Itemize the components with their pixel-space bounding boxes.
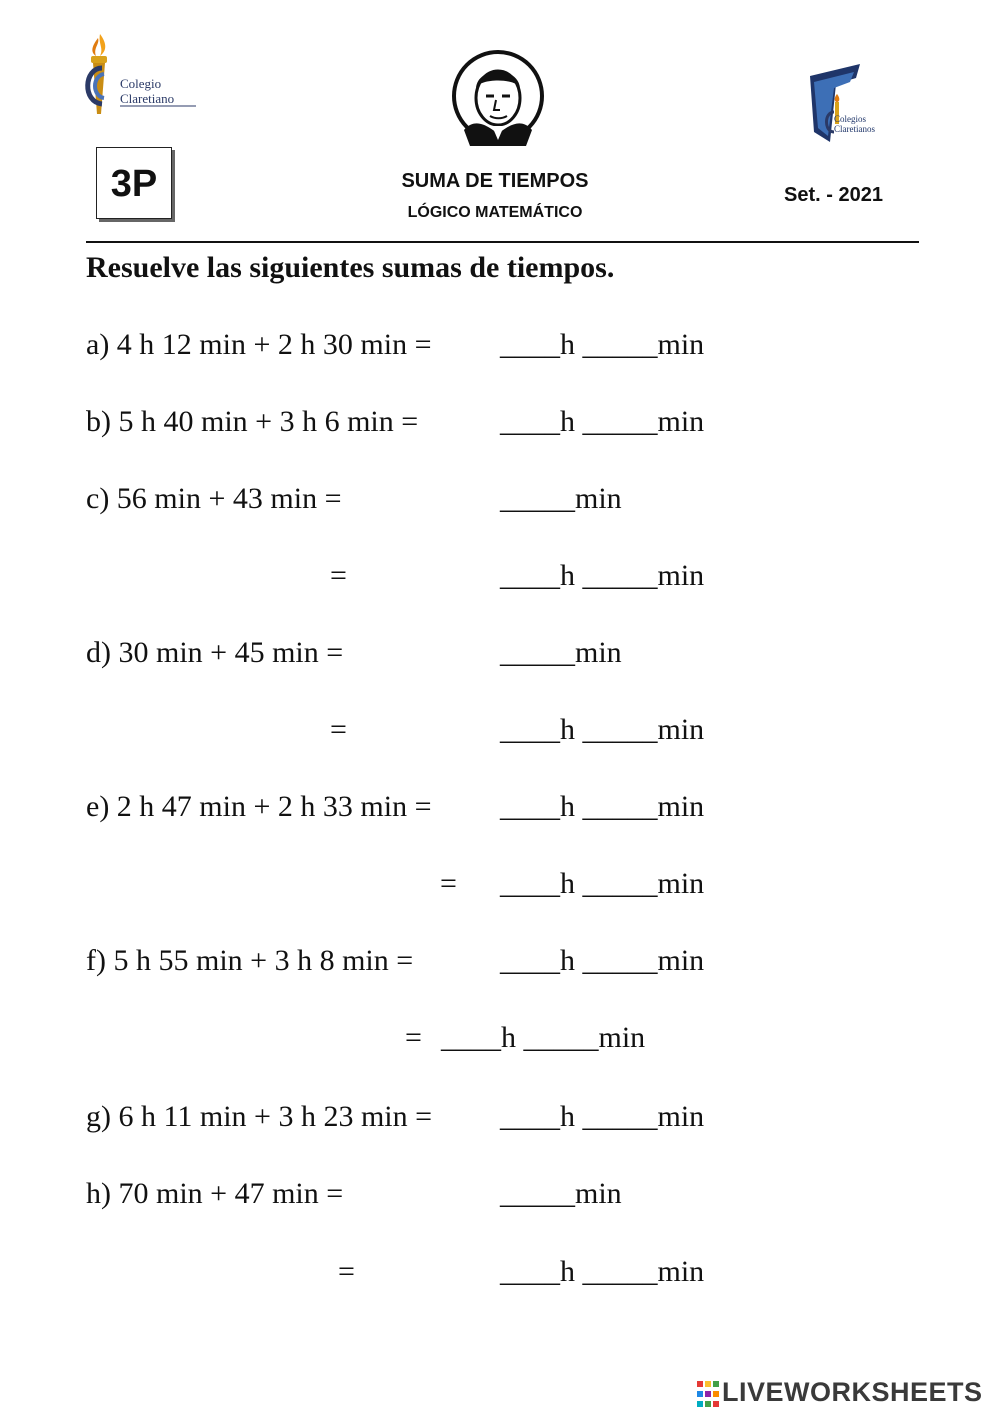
exercise-h-prompt: h) 70 min + 47 min = bbox=[86, 1177, 344, 1210]
exercise-e-answer-normalized[interactable]: ____h _____min bbox=[500, 867, 705, 900]
exercise-d-answer-hmin[interactable]: ____h _____min bbox=[500, 713, 705, 746]
worksheet-title: SUMA DE TIEMPOS bbox=[401, 170, 589, 192]
instructions-text: Resuelve las siguientes sumas de tiempos. bbox=[86, 251, 615, 284]
exercise-h-answer-hmin[interactable]: ____h _____min bbox=[500, 1255, 705, 1288]
exercise-b-answer[interactable]: ____h _____min bbox=[500, 405, 705, 438]
exercise-c-answer-min[interactable]: _____min bbox=[500, 482, 622, 515]
school-torch-logo bbox=[78, 30, 203, 120]
grade-label: 3P bbox=[110, 163, 158, 205]
exercise-g-prompt: g) 6 h 11 min + 3 h 23 min = bbox=[86, 1100, 433, 1133]
liveworksheets-logo-icon bbox=[697, 1381, 719, 1407]
exercise-f-answer-normalized[interactable]: ____h _____min bbox=[441, 1021, 646, 1054]
exercise-c-prompt: c) 56 min + 43 min = bbox=[86, 482, 342, 515]
liveworksheets-watermark: LIVEWORKSHEETS bbox=[722, 1377, 983, 1407]
exercise-f-equals: = bbox=[405, 1021, 422, 1054]
claretianos-logo-text: Colegios Claretianos bbox=[834, 114, 875, 134]
school-name-text: Colegio Claretiano bbox=[120, 76, 175, 106]
header-divider bbox=[86, 241, 919, 243]
exercise-d-equals: = bbox=[330, 713, 347, 746]
exercise-e-answer[interactable]: ____h _____min bbox=[500, 790, 705, 823]
exercise-e-equals: = bbox=[440, 867, 457, 900]
founder-portrait-seal bbox=[450, 48, 546, 152]
exercise-b-prompt: b) 5 h 40 min + 3 h 6 min = bbox=[86, 405, 419, 438]
exercise-d-prompt: d) 30 min + 45 min = bbox=[86, 636, 344, 669]
exercise-f-answer[interactable]: ____h _____min bbox=[500, 944, 705, 977]
exercise-f-prompt: f) 5 h 55 min + 3 h 8 min = bbox=[86, 944, 414, 977]
worksheet-date: Set. - 2021 bbox=[784, 184, 883, 206]
exercise-e-prompt: e) 2 h 47 min + 2 h 33 min = bbox=[86, 790, 432, 823]
exercise-h-answer-min[interactable]: _____min bbox=[500, 1177, 622, 1210]
exercise-a-answer[interactable]: ____h _____min bbox=[500, 328, 705, 361]
exercise-a-prompt: a) 4 h 12 min + 2 h 30 min = bbox=[86, 328, 432, 361]
exercise-d-answer-min[interactable]: _____min bbox=[500, 636, 622, 669]
worksheet-subtitle: LÓGICO MATEMÁTICO bbox=[407, 204, 583, 221]
exercise-g-answer[interactable]: ____h _____min bbox=[500, 1100, 705, 1133]
exercise-c-answer-hmin[interactable]: ____h _____min bbox=[500, 559, 705, 592]
exercise-c-equals: = bbox=[330, 559, 347, 592]
exercise-h-equals: = bbox=[338, 1255, 355, 1288]
